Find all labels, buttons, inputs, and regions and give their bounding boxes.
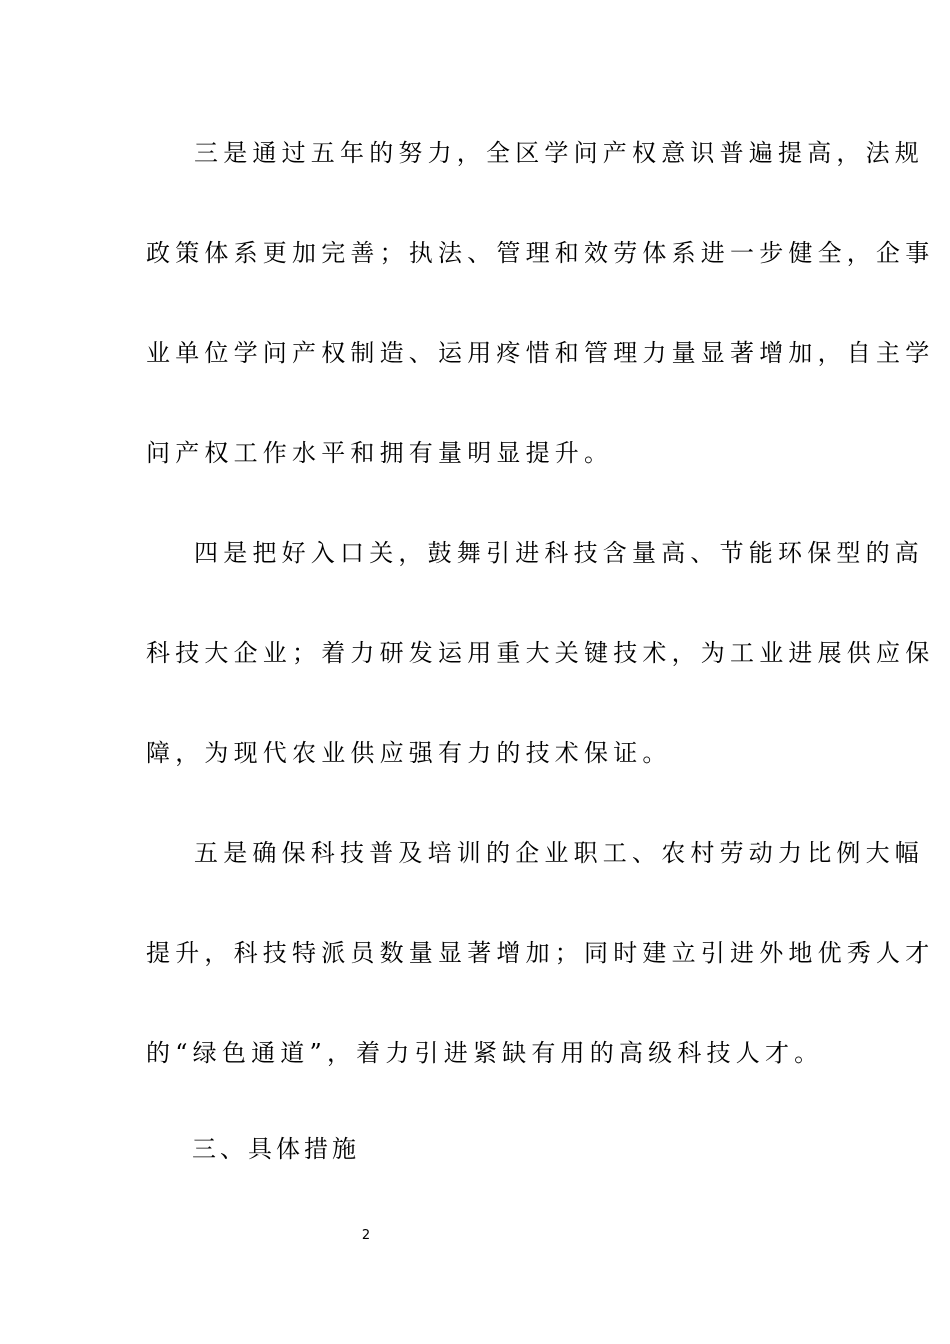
section-heading: 三、具体措施 xyxy=(192,1135,360,1163)
paragraph-line: 政策体系更加完善；执法、管理和效劳体系进一步健全，企事 xyxy=(146,239,935,267)
paragraph-line: 五是确保科技普及培训的企业职工、农村劳动力比例大幅 xyxy=(194,839,924,867)
paragraph-line: 科技大企业；着力研发运用重大关键技术，为工业进展供应保 xyxy=(146,639,935,667)
page-number: 2 xyxy=(361,1228,371,1243)
paragraph-line: 问产权工作水平和拥有量明显提升。 xyxy=(146,439,614,467)
paragraph-line: 三是通过五年的努力，全区学问产权意识普遍提高，法规 xyxy=(194,139,924,167)
paragraph-line: 四是把好入口关，鼓舞引进科技含量高、节能环保型的高 xyxy=(194,539,924,567)
paragraph-line: 提升，科技特派员数量显著增加；同时建立引进外地优秀人才 xyxy=(146,939,935,967)
paragraph-line: 的“绿色通道”，着力引进紧缺有用的高级科技人才。 xyxy=(146,1039,824,1067)
paragraph-line: 业单位学问产权制造、运用疼惜和管理力量显著增加，自主学 xyxy=(146,339,935,367)
paragraph-line: 障，为现代农业供应强有力的技术保证。 xyxy=(146,739,672,767)
